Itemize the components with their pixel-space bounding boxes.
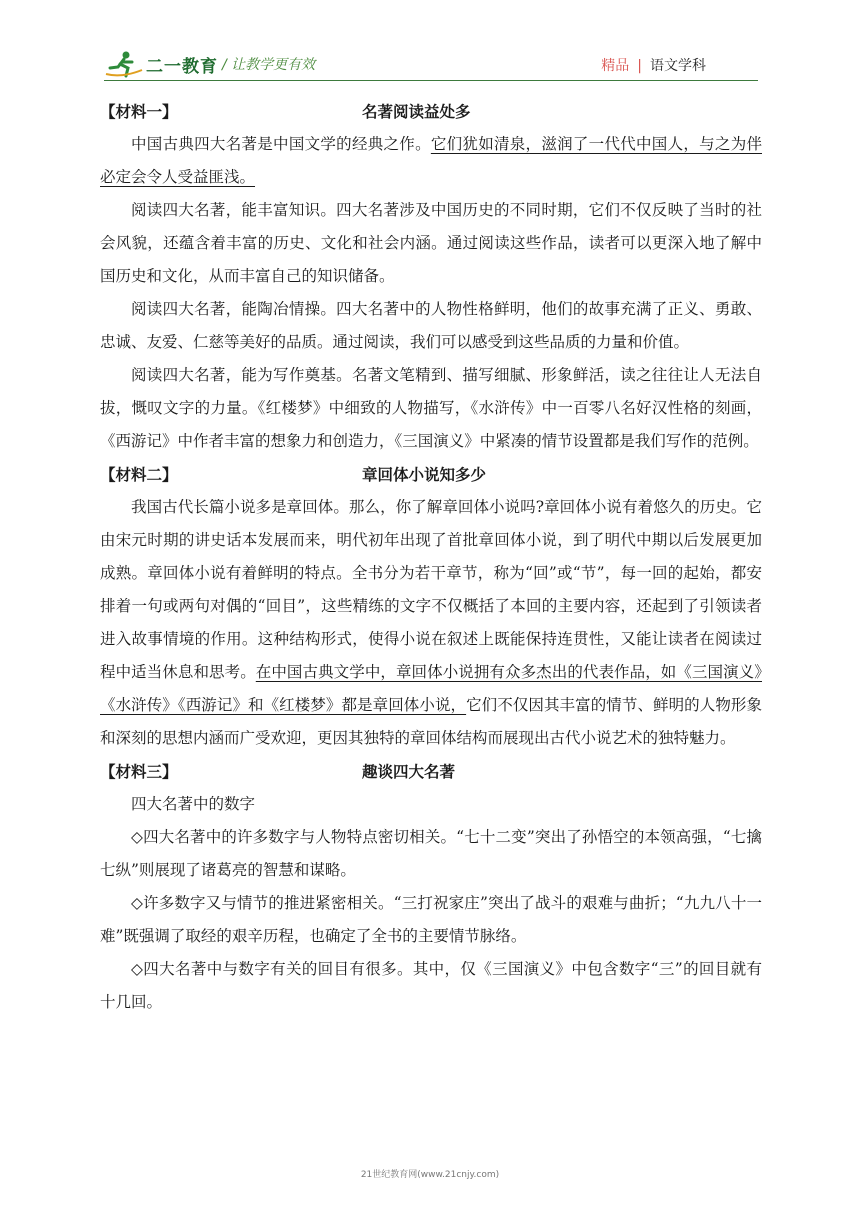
- material-1-title: [100, 95, 762, 128]
- material-2-title: [100, 458, 762, 491]
- brand-name: 二一教育: [146, 57, 218, 77]
- material-3-label: 【材料三】: [100, 762, 178, 781]
- material-1-label: 【材料一】: [100, 102, 178, 121]
- page-header: [0, 0, 860, 92]
- material-3-bullet-1: ◇四大名著中的许多数字与人物特点密切相关。“七十二变”突出了孙悟空的本领高强，“七擒七纵”则展现了诸葛亮的智慧和谋略。: [100, 828, 762, 879]
- page-footer: 21世纪教育网(www.21cnjy.com): [360, 1170, 500, 1180]
- material-1-heading: 名著阅读益处多: [362, 102, 471, 121]
- material-2-heading: 章回体小说知多少: [362, 465, 487, 484]
- quality-label: 精品: [601, 58, 630, 74]
- material-1-paragraph-2: 阅读四大名著，能丰富知识。四大名著涉及中国历史的不同时期，它们不仅反映了当时的社会风貌，还蕴含着丰富的历史、文化和社会内涵。通过阅读这些作品，读者可以更深入地了解中国历史和文化，从而丰富自己的知识储备。: [100, 201, 762, 285]
- underlined-sentence: 在中国古典文学中，章回体小说拥有众多杰出的代表作品，如《三国演义》《水浒传》《西游记》和《红楼梦》都是章回体小说，: [100, 663, 762, 714]
- material-1-paragraph-3: 阅读四大名著，能陶冶情操。四大名著中的人物性格鲜明，他们的故事充满了正义、勇敢、忠诚、友爱、仁慈等美好的品质。通过阅读，我们可以感受到这些品质的力量和价值。: [100, 300, 762, 351]
- brand-slogan: / 让教学更有效: [222, 57, 316, 73]
- material-1-paragraph-4: 阅读四大名著，能为写作奠基。名著文笔精到、描写细腻、形象鲜活，读之往往让人无法自拔，慨叹文字的力量。《红楼梦》中细致的人物描写，《水浒传》中一百零八名好汉性格的刻画，《西游记》中作者丰富的想象力和创造力，《三国演义》中紧凑的情节设置都是我们写作的范例。: [100, 366, 762, 450]
- document-body: [100, 95, 762, 1019]
- header-divider: [104, 80, 758, 81]
- material-3-subheading: 四大名著中的数字: [131, 795, 256, 813]
- text-run: 它们不仅因其丰富的情节、鲜明的人物形象和深刻的思想内涵而广受欢迎，更因其独特的章回体结构而展现出古代小说艺术的独特魅力。: [100, 696, 762, 747]
- material-3-title: [100, 755, 762, 788]
- text-run: 我国古代长篇小说多是章回体。那么，你了解章回体小说吗?章回体小说有着悠久的历史。它由宋元时期的讲史话本发展而来，明代初年出现了首批章回体小说，到了明代中期以后发展更加成熟。章回体小说有着鲜明的特点。全书分为若干章节，称为“回”或“节”，每一回的起始，都安排着一句或两句对偶的“回目”，这些精练的文字不仅概括了本回的主要内容，还起到了引领读者进入故事情境的作用。这种结构形式，使得小说在叙述上既能保持连贯性，又能让读者在阅读过程中适当休息和思考。: [100, 498, 762, 681]
- text-run: 中国古典四大名著是中国文学的经典之作。: [131, 135, 431, 153]
- material-1-paragraph-1: [100, 128, 762, 194]
- material-3-bullet-3: ◇四大名著中与数字有关的回目有很多。其中，仅《三国演义》中包含数字“三”的回目就有十几回。: [100, 960, 762, 1011]
- underlined-sentence: 它们犹如清泉，滋润了一代代中国人，与之为伴必定会令人受益匪浅。: [100, 135, 762, 186]
- subject-label: 语文学科: [650, 58, 706, 74]
- header-separator: |: [637, 58, 642, 74]
- material-3-heading: 趣谈四大名著: [362, 762, 456, 781]
- header-right: [601, 55, 706, 75]
- material-3-bullet-2: ◇许多数字又与情节的推进紧密相关。“三打祝家庄”突出了战斗的艰难与曲折；“九九八十一难”既强调了取经的艰辛历程，也确定了全书的主要情节脉络。: [100, 894, 762, 945]
- material-2-label: 【材料二】: [100, 465, 178, 484]
- material-2-paragraph-1: [100, 491, 762, 755]
